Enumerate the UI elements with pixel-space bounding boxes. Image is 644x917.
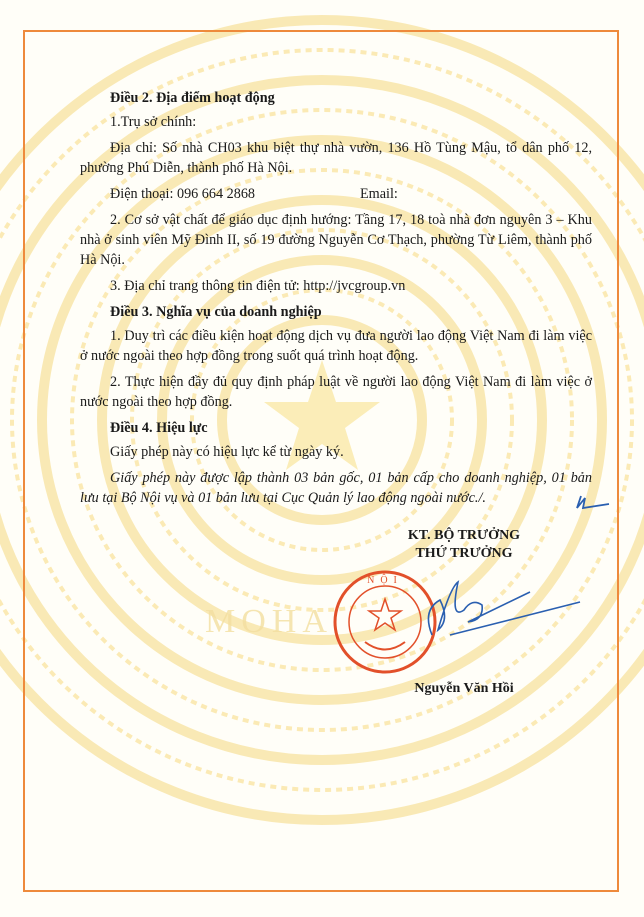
initial-mark [575,492,615,512]
facility: 2. Cơ sở vật chất để giáo dục định hướng: Tầng 17, 18 toà nhà đơn nguyên 3 – Khu nhà ở sinh viên Mỹ Đình II, số 19 đường Nguyễn Cơ Thạch, phường Từ Liêm, thành phố Hà Nội. [80,212,592,268]
head-office-label: 1.Trụ sở chính: [110,114,197,130]
handwritten-signature [420,580,590,650]
article2-heading: Điều 2. Địa điểm hoạt động [110,90,275,106]
address: Địa chỉ: Số nhà CH03 khu biệt thự nhà vườn, 136 Hồ Tùng Mậu, tổ dân phố 12, phường Phú Diễn, thành phố Hà Nội. [80,140,592,176]
stamp-text: NỘI [367,575,403,586]
signer-title-1: KT. BỘ TRƯỞNG [407,528,521,543]
article3-item1: 1. Duy trì các điều kiện hoạt động dịch vụ đưa người lao động Việt Nam đi làm việc ở nước ngoài theo hợp đồng trong suốt quá trình hoạt động. [80,328,592,364]
moha-watermark-text: MOHA [205,603,333,640]
contact-row [80,184,592,204]
copies-text: Giấy phép này được lập thành 03 bản gốc, 01 bản cấp cho doanh nghiệp, 01 bản lưu tại Bộ Nội vụ và 01 bản lưu tại Cục Quản lý lao động ngoài nước./. [80,470,592,506]
document-body [80,88,592,514]
article4-heading: Điều 4. Hiệu lực [110,420,208,436]
phone: Điện thoại: 096 664 2868 [110,186,256,202]
signer-title-2: THỨ TRƯỞNG [415,546,513,561]
article3-heading: Điều 3. Nghĩa vụ của doanh nghiệp [110,304,322,320]
effect-text: Giấy phép này có hiệu lực kể từ ngày ký. [110,444,344,460]
email: Email: [360,186,398,202]
website: 3. Địa chỉ trang thông tin điện tử: http://jvcgroup.vn [110,278,406,294]
signer-name: Nguyễn Văn Hồi [414,681,514,696]
article3-item2: 2. Thực hiện đầy đủ quy định pháp luật về người lao động Việt Nam đi làm việc ở nước ngoài theo hợp đồng. [80,374,592,410]
